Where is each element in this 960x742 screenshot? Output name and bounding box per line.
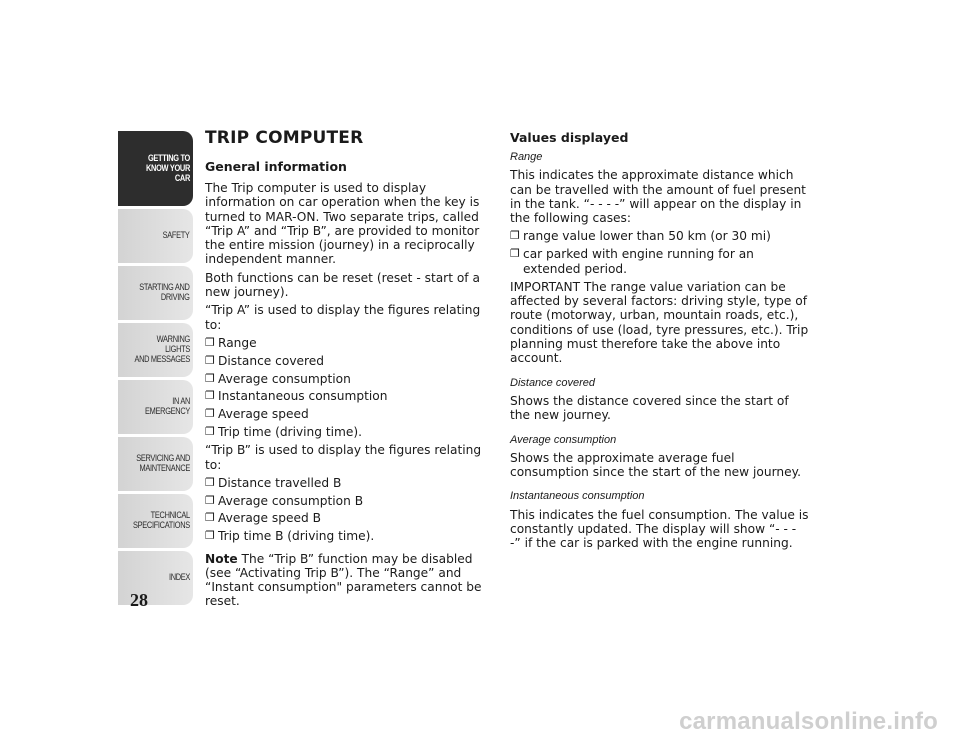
section-heading-values: Values displayed <box>510 130 629 145</box>
paragraph: The Trip computer is used to display information on car operation when the key is turned to MAR-ON. Two separate trips, called “Trip A” and “Trip B”, are provided to monitor the entire mission (journey) in a reciprocally independent manner. <box>205 181 480 267</box>
paragraph: Both functions can be reset (reset - start of a new journey). <box>205 270 480 300</box>
note <box>205 552 495 609</box>
tab-technical-specifications[interactable]: TECHNICAL SPECIFICATIONS <box>118 494 193 548</box>
trip-b-intro: “Trip B” is used to display the figures relating to: <box>205 443 482 472</box>
list-item: ❐ Distance travelled B <box>205 476 495 490</box>
tab-getting-to-know-your-car[interactable]: GETTING TO KNOW YOUR CAR <box>118 131 193 206</box>
tab-in-an-emergency[interactable]: IN AN EMERGENCY <box>118 380 193 434</box>
paragraph: Shows the approximate average fuel consumption since the start of the new journey. <box>510 450 801 480</box>
paragraph: Shows the distance covered since the start of the new journey. <box>510 393 789 423</box>
list-item: ❐ Instantaneous consumption <box>205 389 495 403</box>
list-item: ❐ Average speed B <box>205 511 495 525</box>
list-item: ❐ Range <box>205 336 495 350</box>
trip-a-intro: “Trip A” is used to display the figures relating to: <box>205 303 481 332</box>
subheading-range: Range <box>510 151 543 163</box>
page-number: 28 <box>130 590 148 610</box>
trip-a-list <box>205 336 495 439</box>
list-item: ❐ Average speed <box>205 407 495 421</box>
important-paragraph: IMPORTANT The range value variation can be affected by several factors: driving style, type of route (motorway, urban, mountain roads, etc.), conditions of use (load, tyre pressures, etc.). Trip planning must therefore take the above into account. <box>510 279 809 366</box>
tab-safety[interactable]: SAFETY <box>118 209 193 263</box>
note-label: Note <box>205 551 238 566</box>
list-item: ❐ car parked with engine running for an extended period. <box>510 247 810 276</box>
paragraph: This indicates the fuel consumption. The value is constantly updated. The display will show “- - - -” if the car is parked with the engine running. <box>510 507 809 551</box>
list-item: ❐ Trip time B (driving time). <box>205 529 495 543</box>
watermark: carmanualsonline.info <box>679 708 938 735</box>
tab-index[interactable]: INDEX <box>118 551 193 605</box>
list-item: ❐ Trip time (driving time). <box>205 425 495 439</box>
subheading-instantaneous-consumption: Instantaneous consumption <box>510 490 645 503</box>
paragraph: This indicates the approximate distance which can be travelled with the amount of fuel present in the tank. “- - - -” will appear on the display in the following cases: <box>510 168 806 226</box>
tab-servicing-and-maintenance[interactable]: SERVICING AND MAINTENANCE <box>118 437 193 491</box>
list-item: ❐ range value lower than 50 km (or 30 mi) <box>510 229 810 243</box>
page-title: TRIP COMPUTER <box>205 128 364 148</box>
subheading-distance: Distance covered <box>510 376 595 389</box>
tab-warning-lights-and-messages[interactable]: WARNING LIGHTS AND MESSAGES <box>118 323 193 377</box>
note-text: The “Trip B” function may be disabled (see “Activating Trip B”). The “Range” and “Instant consumption" parameters cannot be reset. <box>205 551 482 609</box>
subheading-average-consumption: Average consumption <box>510 433 617 446</box>
list-item: ❐ Average consumption B <box>205 494 495 508</box>
right-column <box>510 127 810 555</box>
tab-starting-and-driving[interactable]: STARTING AND DRIVING <box>118 266 193 320</box>
trip-b-list <box>205 476 495 544</box>
left-column <box>205 127 495 613</box>
range-list <box>510 229 810 275</box>
section-heading-general: General information <box>205 159 347 174</box>
list-item: ❐ Average consumption <box>205 372 495 386</box>
chapter-tabs <box>118 131 193 608</box>
list-item: ❐ Distance covered <box>205 354 495 368</box>
